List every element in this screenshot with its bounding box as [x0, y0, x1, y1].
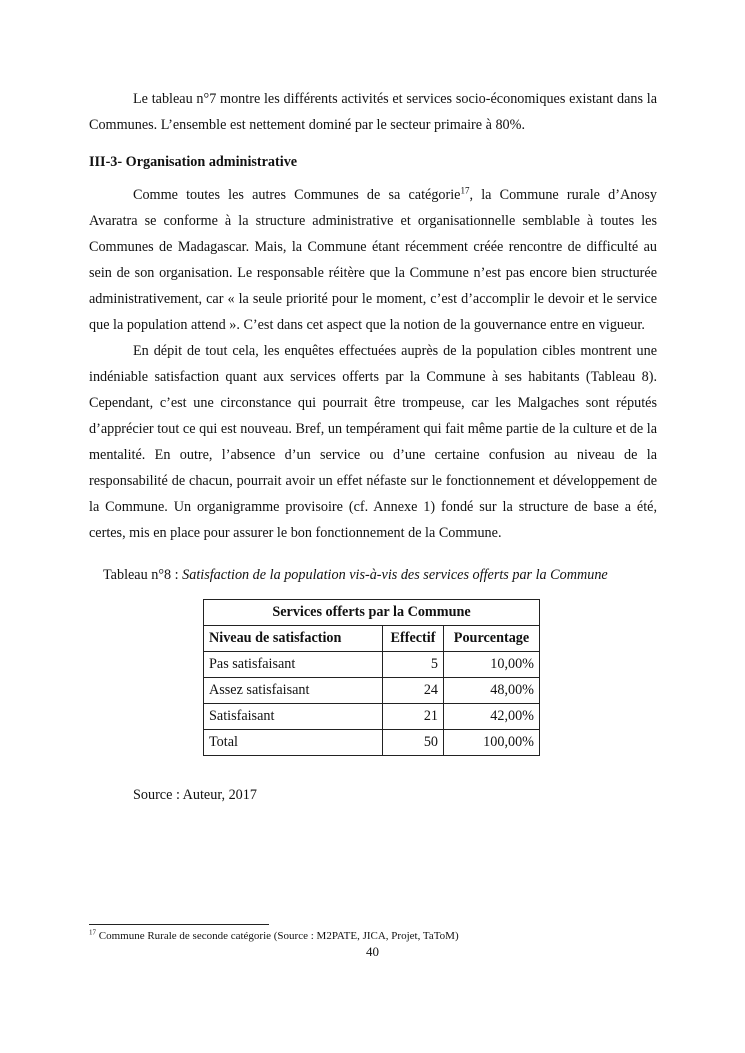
- column-header-effectif: Effectif: [383, 626, 444, 652]
- footnote-number: 17: [89, 928, 96, 937]
- table-cell-niveau: Assez satisfaisant: [204, 678, 383, 704]
- paragraph-organisation-rest: , la Commune rurale d’Anosy Avaratra se conforme à la structure administrative et organisationnelle semblable à toutes les Communes de Madagascar. Mais, la Commune étant récemment créée rencontre de difficulté au sein de son organisation. Le responsable réitère que la Commune n’est pas encore bien structurée administrativement, car « la seule priorité pour le moment, c’est d’accomplir le devoir et le service que la population attend ». C’est dans cet aspect que la notion de la gouvernance entre en vigueur.: [89, 187, 658, 333]
- column-header-niveau: Niveau de satisfaction: [204, 626, 383, 652]
- page-number: 40: [366, 944, 379, 959]
- table-caption: [89, 563, 657, 587]
- table-group-header: Services offerts par la Commune: [204, 600, 540, 626]
- footnote-text: Commune Rurale de seconde catégorie (Source : M2PATE, JICA, Projet, TaToM): [96, 930, 459, 942]
- table-cell-effectif: 21: [383, 704, 444, 730]
- footnote-divider: [89, 924, 269, 925]
- document-page: [89, 86, 657, 807]
- paragraph-organisation: [89, 182, 657, 338]
- table-cell-niveau: Total: [204, 730, 383, 756]
- table-cell-niveau: Satisfaisant: [204, 704, 383, 730]
- table-cell-pourcentage: 100,00%: [444, 730, 540, 756]
- satisfaction-table: [203, 599, 540, 756]
- paragraph-organisation-start: Comme toutes les autres Communes de sa catégorie: [133, 187, 461, 203]
- table-cell-pourcentage: 42,00%: [444, 704, 540, 730]
- footnote-reference[interactable]: 17: [460, 185, 470, 196]
- table-cell-effectif: 5: [383, 652, 444, 678]
- footnote: [89, 929, 459, 943]
- column-header-pourcentage: Pourcentage: [444, 626, 540, 652]
- table-row: [204, 678, 540, 704]
- table-source: Source : Auteur, 2017: [133, 787, 257, 803]
- table-cell-effectif: 50: [383, 730, 444, 756]
- paragraph-satisfaction: En dépit de tout cela, les enquêtes effectuées auprès de la population cibles montrent une indéniable satisfaction quant aux services offerts par la Commune à ses habitants (Tableau 8). Cependant, c’est une circonstance qui pourrait être trompeuse, car les Malgaches sont réputés d’apprécier tout ce qui est nouveau. Bref, un tempérament qui fait même partie de la culture et de la mentalité. En outre, l’absence d’un service ou d’une certaine confusion au niveau de la responsabilité de chacun, pourrait avoir un effet néfaste sur le fonctionnement et développement de la Commune. Un organigramme provisoire (cf. Annexe 1) fondé sur la structure de base a été, certes, mis en place pour assurer le bon fonctionnement de la Commune.: [89, 343, 657, 541]
- table-caption-title: Satisfaction de la population vis-à-vis des services offerts par la Commune: [182, 567, 608, 583]
- table-cell-pourcentage: 10,00%: [444, 652, 540, 678]
- table-caption-prefix: Tableau n°8 :: [103, 567, 183, 583]
- table-row: [204, 704, 540, 730]
- table-row: [204, 652, 540, 678]
- paragraph-intro: Le tableau n°7 montre les différents activités et services socio-économiques existant dans la Communes. L’ensemble est nettement dominé par le secteur primaire à 80%.: [89, 91, 657, 133]
- table-cell-pourcentage: 48,00%: [444, 678, 540, 704]
- table-header-row: [204, 626, 540, 652]
- table-cell-niveau: Pas satisfaisant: [204, 652, 383, 678]
- table-group-header-row: [204, 600, 540, 626]
- table-row-total: [204, 730, 540, 756]
- table-cell-effectif: 24: [383, 678, 444, 704]
- section-heading: III-3- Organisation administrative: [89, 154, 298, 170]
